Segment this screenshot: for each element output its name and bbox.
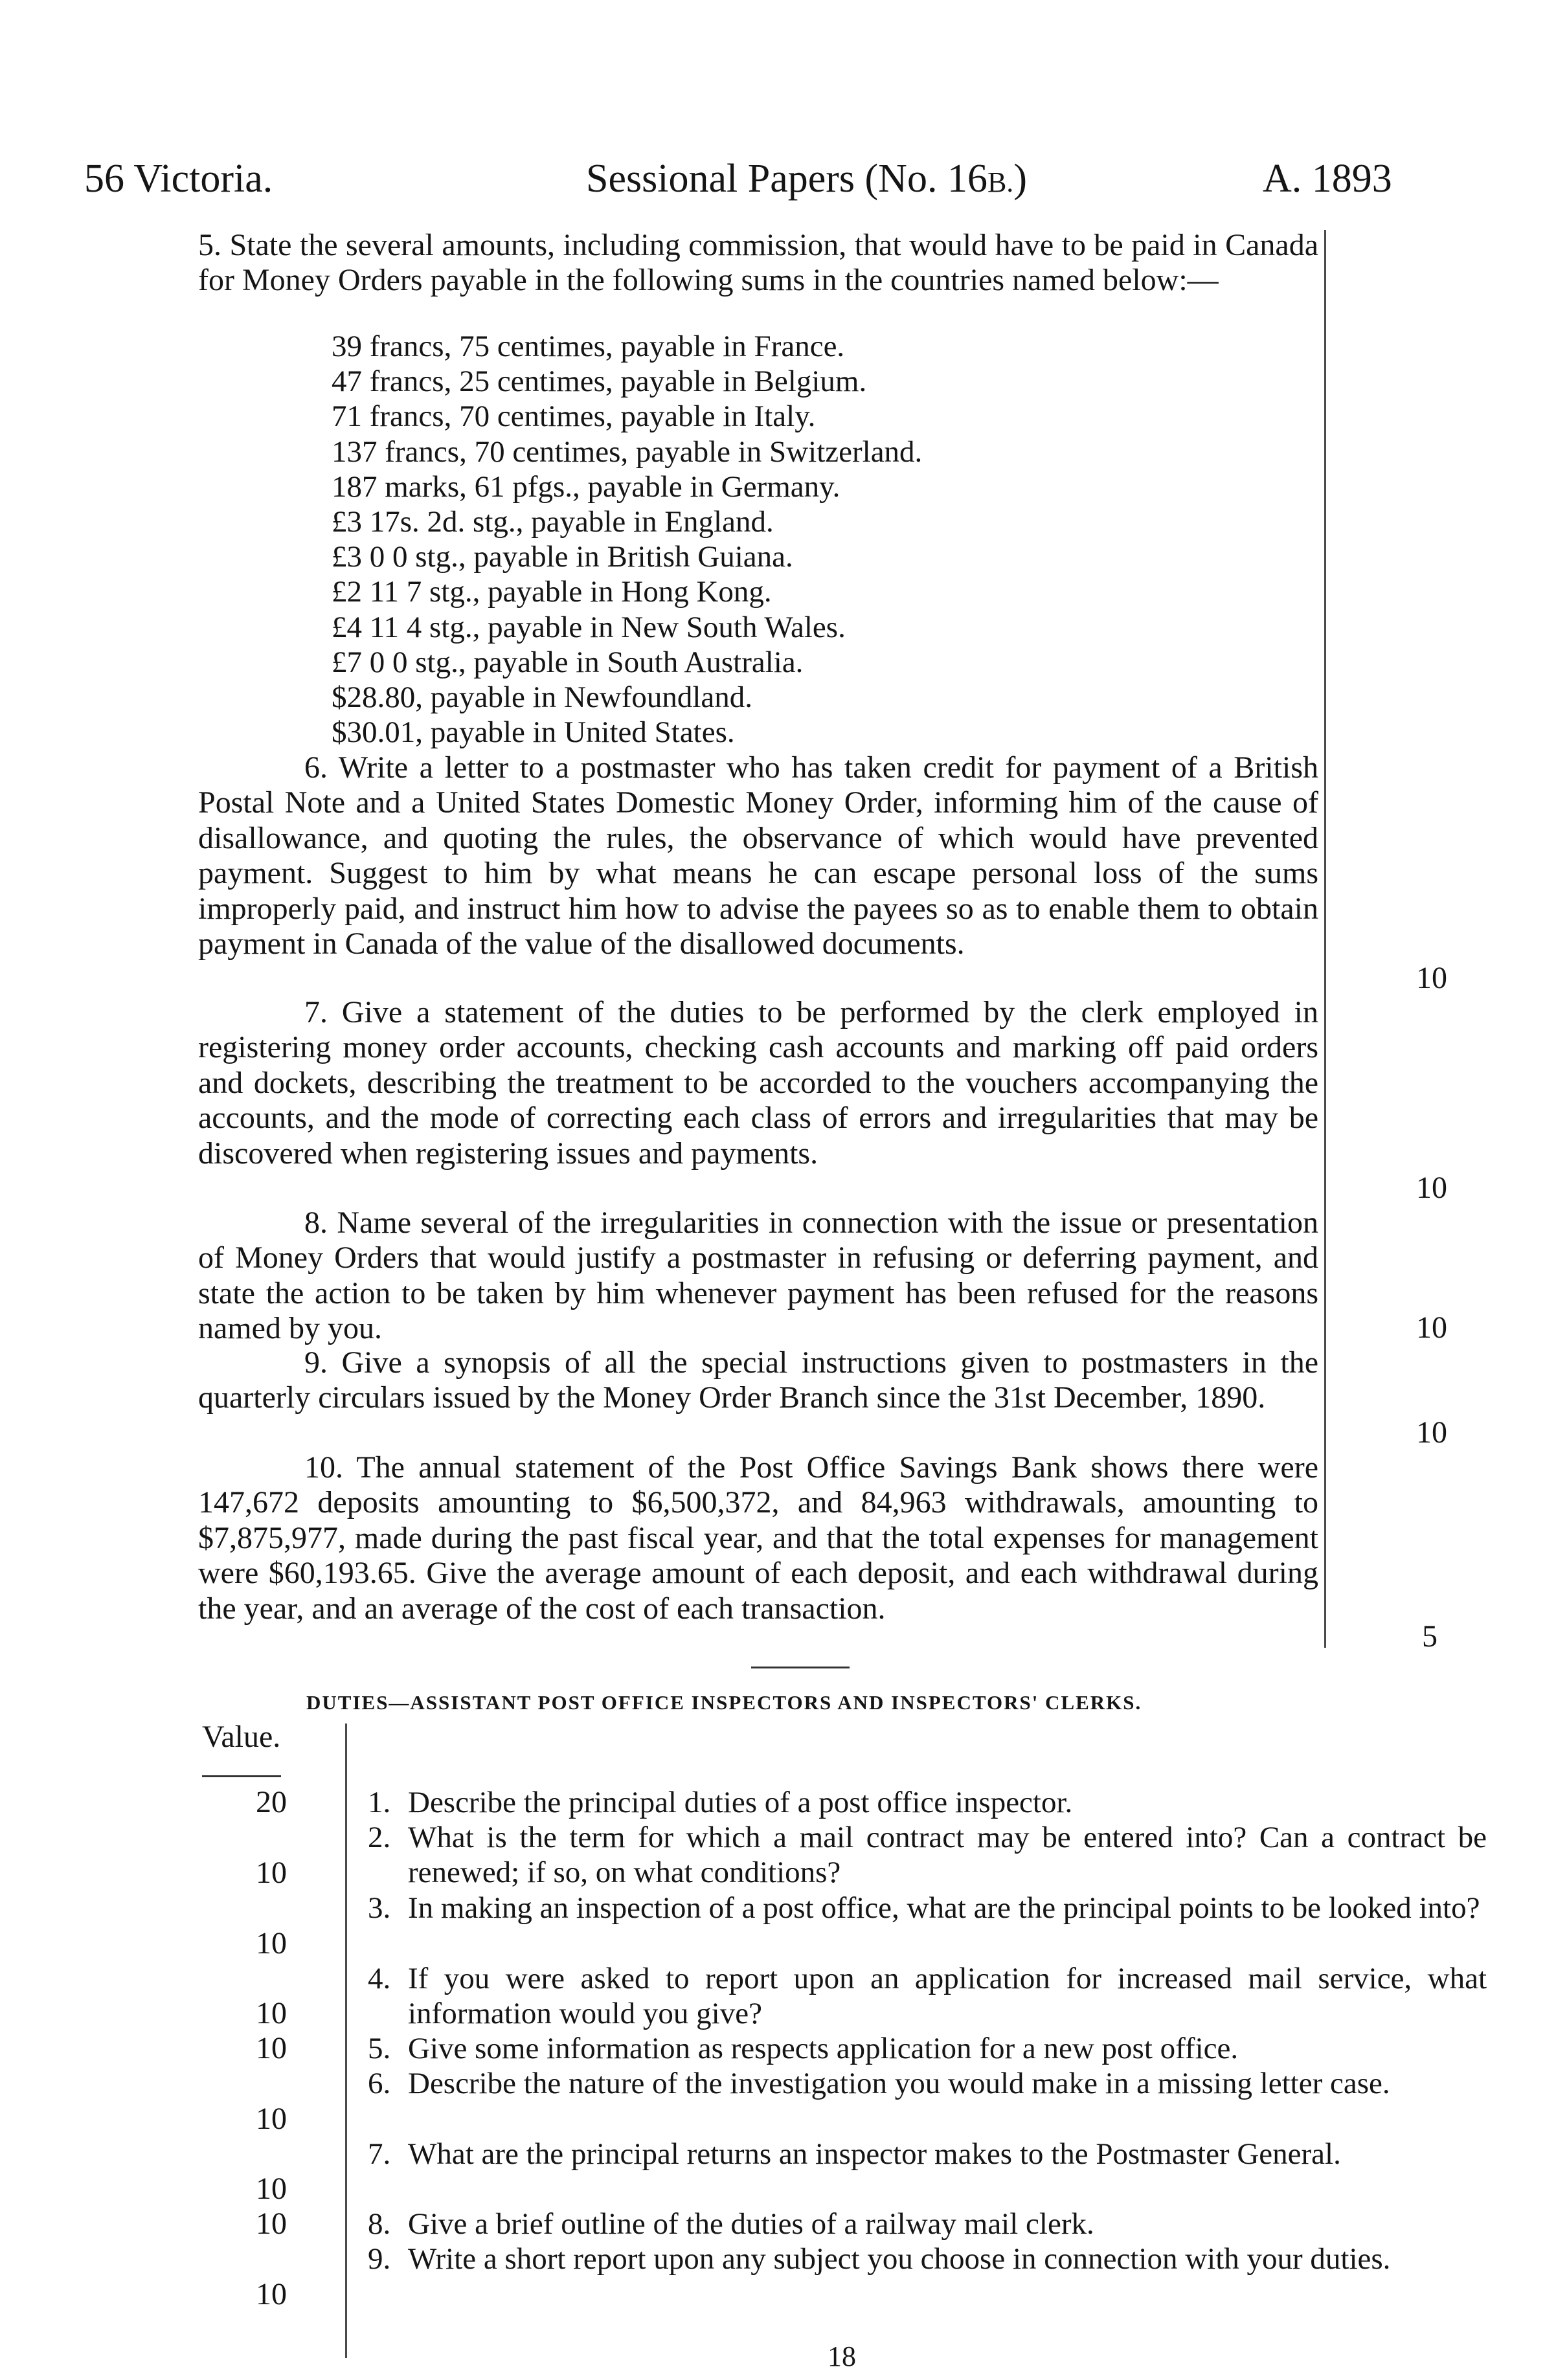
- duty-number: 3.: [368, 1891, 391, 1925]
- header-center-b: B.: [987, 166, 1014, 198]
- amount-line: $28.80, payable in Newfoundland.: [332, 680, 753, 715]
- duty-number: 4.: [368, 1962, 391, 1995]
- amount-line: $30.01, payable in United States.: [332, 715, 735, 750]
- duty-value: 10: [256, 2277, 287, 2311]
- duty-text: Describe the nature of the investigation you would make in a missing letter case.: [408, 2067, 1390, 2100]
- marks-column-rule: [1324, 230, 1326, 1648]
- section-separator: [751, 1667, 850, 1668]
- duty-value: 10: [256, 2031, 287, 2065]
- header-right: A. 1893: [1263, 157, 1392, 201]
- duty-text: Write a short report upon any subject you choose in connection with your duties.: [408, 2242, 1391, 2276]
- question-8-mark: 10: [1416, 1310, 1447, 1345]
- question-9: 9. Give a synopsis of all the special instructions given to postmasters in the quarterly circulars issued by the Money Order Branch since the 31st December, 1890.: [198, 1345, 1318, 1415]
- duty-item: [368, 1785, 1487, 1820]
- duty-number: 9.: [368, 2242, 391, 2276]
- amount-line: 137 francs, 70 centimes, payable in Switzerland.: [332, 434, 923, 469]
- duty-item: [368, 2031, 1487, 2066]
- amount-line: 187 marks, 61 pfgs., payable in Germany.: [332, 469, 840, 504]
- question-6: 6. Write a letter to a postmaster who has taken credit for payment of a British Postal Note and a United States Domestic Money Order, informing him of the cause of disallowance, and quoting the rules, the observance of which would have prevented payment. Suggest to him by what means he can escape personal loss of the sums improperly paid, and instruct him how to advise the payees so as to enable them to obtain payment in Canada of the value of the disallowed documents.: [198, 750, 1318, 961]
- question-10: 10. The annual statement of the Post Office Savings Bank shows there were 147,672 deposits amounting to $6,500,372, and 84,963 withdrawals, amounting to $7,875,977, made during the past fiscal year, and that the total expenses for management were $60,193.65. Give the average amount of each deposit, and each withdrawal during the year, and an average of the cost of each transaction.: [198, 1450, 1318, 1626]
- value-header-rule: [202, 1775, 281, 1777]
- amount-line: £4 11 4 stg., payable in New South Wales.: [332, 610, 846, 644]
- duty-item: [368, 2137, 1487, 2172]
- question-10-mark: 5: [1422, 1619, 1438, 1654]
- duty-item: [368, 2066, 1487, 2101]
- question-9-mark: 10: [1416, 1415, 1447, 1450]
- duty-value: 10: [256, 2102, 287, 2136]
- header-center-close: ): [1013, 157, 1027, 201]
- duty-text: What are the principal returns an inspector makes to the Postmaster General.: [408, 2137, 1341, 2171]
- amount-line: 47 francs, 25 centimes, payable in Belgium.: [332, 365, 867, 399]
- duty-text: What is the term for which a mail contract may be entered into? Can a contract be renewed; if so, on what conditions?: [408, 1821, 1487, 1890]
- duty-item: [368, 2206, 1487, 2241]
- duty-value: 10: [256, 1926, 287, 1960]
- duty-text: Describe the principal duties of a post office inspector.: [408, 1786, 1073, 1819]
- amount-line: £2 11 7 stg., payable in Hong Kong.: [332, 575, 772, 609]
- page-number: 18: [828, 2341, 856, 2372]
- duty-number: 5.: [368, 2032, 391, 2065]
- duty-text: If you were asked to report upon an application for increased mail service, what information would you give?: [408, 1962, 1487, 2031]
- value-column-rule: [345, 1723, 347, 2358]
- duty-value: 10: [256, 2206, 287, 2241]
- amount-line: £7 0 0 stg., payable in South Australia.: [332, 645, 804, 679]
- question-8: 8. Name several of the irregularities in connection with the issue or presentation of Money Orders that would justify a postmaster in refusing or deferring payment, and state the action to be taken by him whenever payment has been refused for the reasons named by you.: [198, 1206, 1318, 1346]
- duty-item: [368, 2241, 1487, 2276]
- question-7: 7. Give a statement of the duties to be performed by the clerk employed in registering money order accounts, checking cash accounts and marking off paid orders and dockets, describing the treatment to be accorded to the vouchers accompanying the accounts, and the mode of correcting each class of errors and irregularities that may be discovered when registering issues and payments.: [198, 995, 1318, 1171]
- duty-item: [368, 1961, 1487, 2032]
- amount-line: £3 0 0 stg., payable in British Guiana.: [332, 540, 793, 574]
- duty-number: 7.: [368, 2137, 391, 2171]
- amount-line: 71 francs, 70 centimes, payable in Italy.: [332, 399, 816, 434]
- question-5: 5. State the several amounts, including commission, that would have to be paid in Canada for Money Orders payable in the following sums in the countries named below:—: [198, 228, 1318, 298]
- value-column-header: Value.: [202, 1720, 281, 1754]
- question-6-mark: 10: [1416, 961, 1447, 995]
- amounts-list: [332, 329, 922, 750]
- duty-item: [368, 1820, 1487, 1891]
- duty-value: 10: [256, 1856, 287, 1890]
- duty-value: 10: [256, 2172, 287, 2206]
- amount-line: 39 francs, 75 centimes, payable in France.: [332, 330, 845, 363]
- duty-number: 1.: [368, 1786, 391, 1819]
- duty-text: Give some information as respects application for a new post office.: [408, 2032, 1239, 2065]
- amount-line: £3 17s. 2d. stg., payable in England.: [332, 505, 774, 539]
- header-center: [586, 155, 1027, 206]
- duty-text: In making an inspection of a post office, what are the principal points to be looked into?: [408, 1891, 1480, 1925]
- header-center-main: Sessional Papers (No. 16: [586, 157, 987, 201]
- duty-number: 2.: [368, 1821, 391, 1854]
- duty-number: 8.: [368, 2207, 391, 2241]
- header-left: 56 Victoria.: [84, 157, 273, 201]
- duty-value: 20: [256, 1785, 287, 1819]
- section-title: DUTIES—ASSISTANT POST OFFICE INSPECTORS AND INSPECTORS' CLERKS.: [306, 1691, 1142, 1714]
- duty-number: 6.: [368, 2067, 391, 2100]
- duty-value: 10: [256, 1996, 287, 2030]
- question-7-mark: 10: [1416, 1171, 1447, 1205]
- duty-item: [368, 1891, 1487, 1925]
- duty-text: Give a brief outline of the duties of a railway mail clerk.: [408, 2207, 1094, 2241]
